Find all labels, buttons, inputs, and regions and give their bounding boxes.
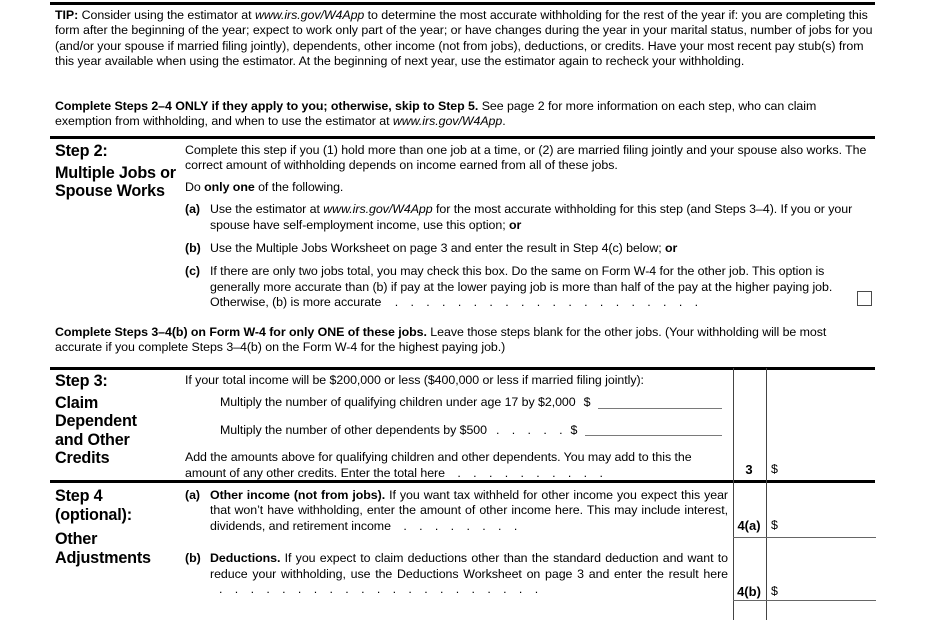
step4-title: Step 4 <box>55 487 103 505</box>
estimator-url: www.irs.gov/W4App <box>323 202 433 217</box>
item-a-mid: for the most accurate withholding for this step (and Steps 3–4). If you or your spouse have self-employment income, use this option; <box>210 202 853 232</box>
step2-intro: Complete this step if you (1) hold more than one job at a time, or (2) are married filing jointly and your spouse also works. The correct amount of withholding depends on income earned from all of these jobs. <box>185 143 867 173</box>
step4-label <box>55 487 159 567</box>
item-c-marker: (c) <box>185 264 200 279</box>
item-4b-bold: Deductions. <box>210 551 281 566</box>
item-b-text: Use the Multiple Jobs Worksheet on page 3 and enter the result in Step 4(c) below; <box>210 241 666 256</box>
item-4b-dot-leaders: . . . . . . . . . . . . . . . . . . . . . <box>219 582 539 597</box>
item-4a-bold: Other income (not from jobs). <box>210 488 386 502</box>
step4a-dollar-sign: $ <box>771 518 778 532</box>
step3-content <box>185 373 728 481</box>
step2-item-b <box>185 241 875 256</box>
step3-subtitle: Claim Dependent and Other Credits <box>55 393 137 467</box>
qualifying-children-amount-field[interactable] <box>598 407 722 409</box>
step3-intro: If your total income will be $200,000 or less ($400,000 or less if married filing jointly): <box>185 373 644 387</box>
other-dependents-text: Multiply the number of other dependents by $500 <box>220 422 487 437</box>
step2-item-c <box>185 264 875 310</box>
item-4a-dot-leaders: . . . . . . . . <box>403 518 518 533</box>
qualifying-children-line <box>185 395 728 410</box>
item-a-pre: Use the estimator at <box>210 202 324 217</box>
dollar-sign: $ <box>570 422 578 437</box>
step4a-row-number: 4(a) <box>737 518 761 533</box>
step4-item-b <box>185 551 728 597</box>
item-4b-marker: (b) <box>185 551 201 566</box>
tip-paragraph <box>55 8 873 70</box>
step4b-row-number: 4(b) <box>737 584 761 599</box>
step4b-amount-cell[interactable] <box>767 538 875 599</box>
step2-content <box>185 143 875 311</box>
step2-label <box>55 142 181 201</box>
item-c-dot-leaders: . . . . . . . . . . . . . . . . . . . . <box>394 295 699 310</box>
steps-3-4b-note <box>55 325 873 356</box>
other-dependents-amount-field[interactable] <box>585 434 722 436</box>
estimator-url: www.irs.gov/W4App <box>392 114 503 129</box>
step3-total-text: Add the amounts above for qualifying children and other dependents. You may add to this the amount of any other credits. Enter the total here <box>185 450 692 480</box>
tip-text-post: to determine the most accurate withholding for the rest of the year if: you are completing this form after the beginning of the year; expect to work only part of the year; or have changes during the year in your marital status, number of jobs for you (and/or your spouse if married filing jointly), dependents, other income (not from jobs), deductions, or credits. Have your most recent pay stub(s) from this year available when using the estimator. At the beginning of next year, use the estimator again to recheck your withholding. <box>55 8 873 69</box>
step4-optional: (optional): <box>55 505 132 524</box>
step2-subtitle: Multiple Jobs or Spouse Works <box>55 163 176 200</box>
step2-do-only-one <box>185 180 875 195</box>
other-dependents-dot-leaders: . . . . . <box>495 422 563 437</box>
item-4a-text: If you want tax withheld for other income you expect this year that won’t have withholding, enter the amount of other income here. This may include interest, dividends, and retirement income <box>210 488 728 533</box>
item-b-or: or <box>665 241 678 256</box>
dollar-sign: $ <box>583 395 591 410</box>
step3-total-dot-leaders: . . . . . . . . . . <box>457 465 603 480</box>
item-4a-marker: (a) <box>185 488 200 502</box>
steps-3-4b-note-text: Leave those steps blank for the other jobs. (Your withholding will be most accurate if you complete Steps 3–4(b) on the Form W-4 for the highest paying job.) <box>55 325 827 355</box>
step4a-row-line <box>733 537 876 538</box>
tip-text-pre: Consider using the estimator at <box>78 8 255 22</box>
step4-item-a <box>185 488 728 534</box>
step4-subtitle: Other Adjustments <box>55 530 151 567</box>
steps-2-4-note-period: . <box>502 114 506 129</box>
step3-total-line <box>185 450 728 481</box>
step2-item-a <box>185 202 875 233</box>
two-jobs-checkbox[interactable] <box>857 291 872 306</box>
qualifying-children-text: Multiply the number of qualifying children under age 17 by $2,000 <box>220 395 576 410</box>
step4b-dollar-sign: $ <box>771 584 778 598</box>
other-dependents-line <box>185 423 728 438</box>
item-b-marker: (b) <box>185 241 201 256</box>
item-a-marker: (a) <box>185 202 200 217</box>
step3-dollar-sign: $ <box>771 462 778 476</box>
step3-top-rule <box>50 367 875 370</box>
item-c-text: If there are only two jobs total, you may check this box. Do the same on Form W-4 for the other job. This option is generally more accurate than (b) if pay at the lower paying job is more than half of the pay at the higher paying job. Otherwise, (b) is more accurate <box>210 264 833 310</box>
step4-top-rule <box>50 480 875 483</box>
step4a-amount-cell[interactable] <box>767 484 875 536</box>
step4-content <box>185 488 728 597</box>
amount-column-divider-left <box>733 368 734 620</box>
do-bold: only one <box>204 179 255 194</box>
amount-column-divider-right <box>766 368 767 620</box>
do-post: of the following. <box>254 179 344 194</box>
step4b-row-line <box>733 600 876 601</box>
tip-label: TIP: <box>55 8 79 22</box>
step3-row-number: 3 <box>745 462 753 477</box>
step3-label <box>55 372 153 468</box>
step3-title: Step 3: <box>55 372 108 390</box>
steps-2-4-note-text: See page 2 for more information on each step, who can claim exemption from withholding, and when to use the estimator at <box>55 99 817 129</box>
step2-title: Step 2: <box>55 142 108 160</box>
do-pre: Do <box>185 179 205 194</box>
estimator-url: www.irs.gov/W4App <box>254 8 365 22</box>
steps-2-4-note <box>55 99 873 130</box>
item-a-or: or <box>509 217 522 232</box>
step2-top-rule <box>50 136 875 139</box>
item-4b-text: If you expect to claim deductions other than the standard deduction and want to reduce your withholding, use the Deductions Worksheet on page 3 and enter the result here <box>210 551 728 581</box>
step3-total-amount-cell[interactable] <box>767 370 875 480</box>
steps-3-4b-note-bold: Complete Steps 3–4(b) on Form W-4 for only ONE of these jobs. <box>55 325 427 339</box>
top-rule <box>50 2 875 5</box>
steps-2-4-note-bold: Complete Steps 2–4 ONLY if they apply to you; otherwise, skip to Step 5. <box>55 99 479 113</box>
